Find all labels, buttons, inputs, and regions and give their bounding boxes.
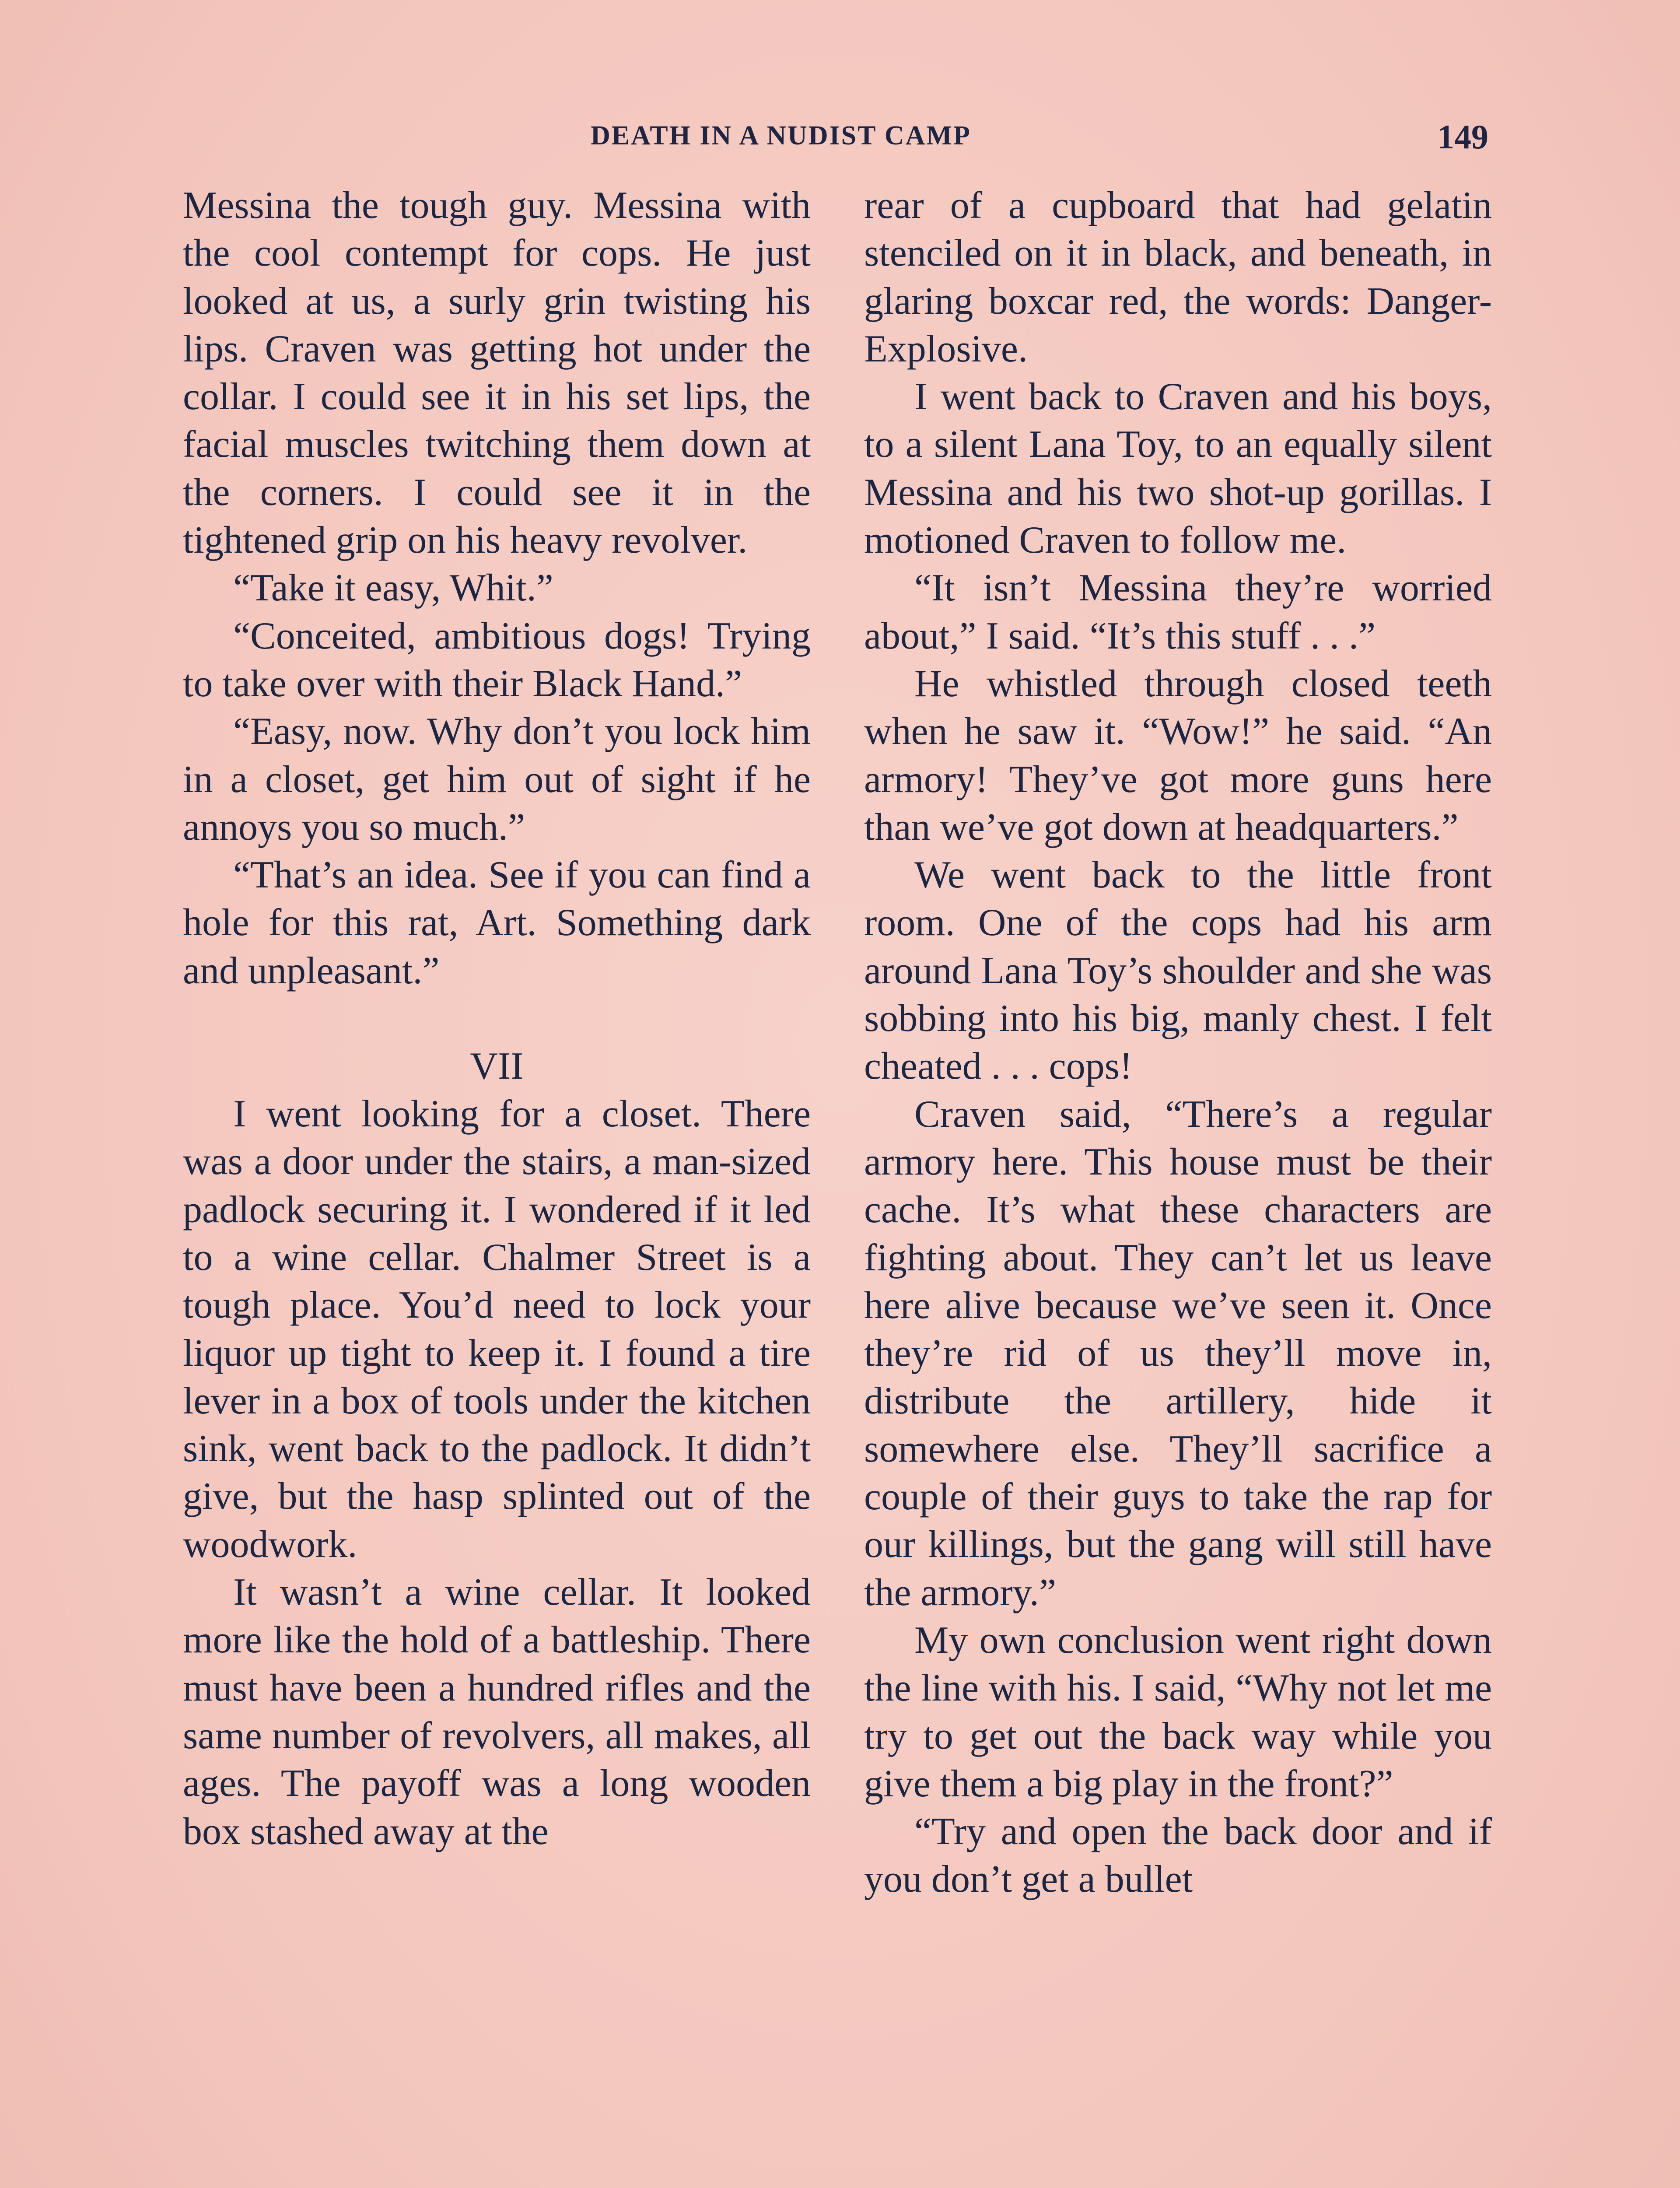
right-column [864,182,1492,1904]
paragraph: “Conceited, ambitious dogs! Trying to take over with their Black Hand.” [183,614,811,705]
paragraph: “That’s an idea. See if you can find a hole for this rat, Art. Something dark and unpleasant.” [183,854,811,992]
paragraph: I went back to Craven and his boys, to a silent Lana Toy, to an equally silent Messina and his two shot-up gorillas. I motioned Craven to follow me. [864,375,1492,562]
paragraph: He whistled through closed teeth when he saw it. “Wow!” he said. “An armory! They’ve got more guns here than we’ve got down at headquarters.” [864,662,1492,849]
paragraph: Craven said, “There’s a regular armory here. This house must be their cache. It’s what these characters are fighting about. They can’t let us leave here alive because we’ve seen it. Once they’re rid of us they’ll move in, distribute the artillery, hide it somewhere else. They’ll sacrifice a couple of their guys to take the rap for our killings, but the gang will still have the armory.” [864,1093,1492,1614]
chapter-heading: VII [470,1045,524,1088]
paragraph: “It isn’t Messina they’re worried about,” I said. “It’s this stuff . . .” [864,567,1492,657]
paragraph: “Try and open the back door and if you don’t get a bullet [864,1810,1492,1901]
paragraph: “Easy, now. Why don’t you lock him in a closet, get him out of sight if he annoys you so much.” [183,710,811,849]
left-column [183,182,811,1855]
paragraph: Messina the tough guy. Messina with the cool contempt for cops. He just looked at us, a surly grin twisting his lips. Craven was getting hot under the collar. I could see it in his set lips, the facial muscles twitching them down at the corners. I could see it in the tightened grip on his heavy revolver. [183,184,811,562]
paragraph: It wasn’t a wine cellar. It looked more like the hold of a battleship. There must have been a hundred rifles and the same number of revolvers, all makes, all ages. The payoff was a long wooden box stashed away at the [183,1571,811,1853]
page-number: 149 [1437,118,1488,156]
running-title: DEATH IN A NUDIST CAMP [591,121,971,151]
paragraph: “Take it easy, Whit.” [233,567,553,610]
paragraph: We went back to the little front room. One of the cops had his arm around Lana Toy’s shoulder and she was sobbing into his big, manly chest. I felt cheated . . . cops! [864,854,1492,1088]
paragraph: My own conclusion went right down the line with his. I said, “Why not let me try to get out the back way while you give them a big play in the front?” [864,1619,1492,1805]
paragraph: I went looking for a closet. There was a door under the stairs, a man-sized padlock securing it. I wondered if it led to a wine cellar. Chalmer Street is a tough place. You’d need to lock your liquor up tight to keep it. I found a tire lever in a box of tools under the kitchen sink, went back to the padlock. It didn’t give, but the hasp splinted out of the woodwork. [183,1093,811,1566]
paragraph: rear of a cupboard that had gelatin stenciled on it in black, and beneath, in glaring boxcar red, the words: Danger-Explosive. [864,184,1492,370]
